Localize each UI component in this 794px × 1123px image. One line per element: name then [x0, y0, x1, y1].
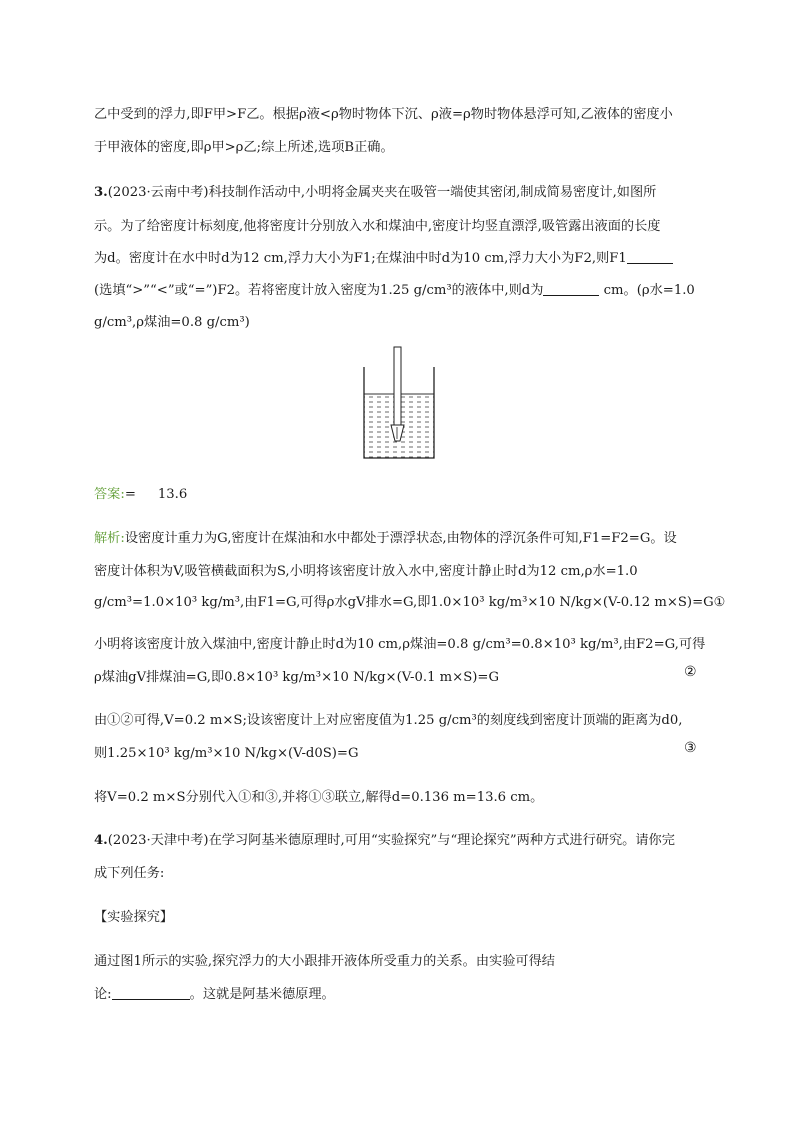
- q4-line-2: 成下列任务:: [94, 866, 165, 881]
- answer-label: 答案:: [94, 487, 125, 502]
- q3-text-4a: (选填“>”“<”或“=”)F2。若将密度计放入密度为1.25 g/cm³的液体中,则d为: [94, 283, 544, 298]
- q3-blank-2[interactable]: [543, 283, 599, 296]
- analysis-line-1: [94, 527, 677, 546]
- prev-line-2: 于甲液体的密度,即ρ甲>ρ乙;综上所述,选项B正确。: [94, 140, 394, 155]
- q3-source: (2023·云南中考): [107, 185, 209, 200]
- q3-text-1: 科技制作活动中,小明将金属夹夹在吸管一端使其密闭,制成简易密度计,如图所: [208, 185, 657, 200]
- analysis-label: 解析:: [94, 531, 125, 546]
- prev-line-1: 乙中受到的浮力,即F甲>F乙。根据ρ液<ρ物时物体下沉、ρ液=ρ物时物体悬浮可知,乙液体的密度小: [94, 107, 673, 122]
- analysis-line-4: 小明将该密度计放入煤油中,密度计静止时d为10 cm,ρ煤油=0.8 g/cm³=0.8×10³ kg/m³,由F2=G,可得: [94, 637, 706, 652]
- analysis-line-7: 则1.25×10³ kg/m³×10 N/kg×(V-d0S)=G: [94, 746, 359, 761]
- q3-line-1: [94, 181, 656, 200]
- q3-line-5: g/cm³,ρ煤油=0.8 g/cm³): [94, 315, 250, 330]
- q3-number: 3.: [94, 185, 108, 200]
- q3-blank-1[interactable]: [627, 251, 673, 264]
- q4-text-1: 在学习阿基米德原理时,可用“实验探究”与“理论探究”两种方式进行研究。请你完: [208, 833, 675, 848]
- q3-text-3: 为d。密度计在水中时d为12 cm,浮力大小为F1;在煤油中时d为10 cm,浮力大小为F2,则F1: [94, 251, 627, 266]
- q4-text-4a: 论:: [94, 987, 112, 1002]
- q4-section-title: 【实验探究】: [94, 910, 174, 925]
- q4-line-3: 通过图1所示的实验,探究浮力的大小跟排开液体所受重力的关系。由实验可得结: [94, 954, 555, 969]
- q3-line-4: [94, 279, 695, 298]
- q3-text-4b: cm。(ρ水=1.0: [603, 283, 695, 298]
- analysis-line-6: 由①②可得,V=0.2 m×S;设该密度计上对应密度值为1.25 g/cm³的刻度线到密度计顶端的距离为d0,: [94, 713, 683, 728]
- equation-marker-3: ③: [684, 740, 697, 756]
- analysis-line-8: 将V=0.2 m×S分别代入①和③,并将①③联立,解得d=0.136 m=13.6 cm。: [94, 790, 544, 805]
- q4-blank[interactable]: [112, 987, 190, 1000]
- q4-text-4b: 。这就是阿基米德原理。: [189, 987, 335, 1002]
- q3-line-2: 示。为了给密度计标刻度,他将密度计分别放入水和煤油中,密度计均竖直漂浮,吸管露出液面的长度: [94, 219, 661, 234]
- equation-marker-2: ②: [684, 664, 697, 680]
- analysis-text-1: 设密度计重力为G,密度计在煤油和水中都处于漂浮状态,由物体的浮沉条件可知,F1=F2=G。设: [124, 531, 677, 546]
- analysis-line-2: 密度计体积为V,吸管横截面积为S,小明将该密度计放入水中,密度计静止时d为12 cm,ρ水=1.0: [94, 564, 638, 579]
- answer-value-2: 13.6: [157, 487, 188, 502]
- straw: [394, 347, 401, 427]
- densimeter-figure: [360, 345, 438, 461]
- analysis-line-3: g/cm³=1.0×10³ kg/m³,由F1=G,可得ρ水gV排水=G,即1.0×10³ kg/m³×10 N/kg×(V-0.12 m×S)=G①: [94, 595, 726, 610]
- q4-line-4: [94, 983, 335, 1002]
- answer-line: [94, 483, 187, 502]
- q3-line-3: [94, 247, 673, 266]
- analysis-line-5: ρ煤油gV排煤油=G,即0.8×10³ kg/m³×10 N/kg×(V-0.1 m×S)=G: [94, 670, 499, 685]
- q4-source: (2023·天津中考): [107, 833, 209, 848]
- answer-value-1: =: [124, 487, 136, 502]
- q4-number: 4.: [94, 833, 108, 848]
- q4-line-1: [94, 829, 675, 848]
